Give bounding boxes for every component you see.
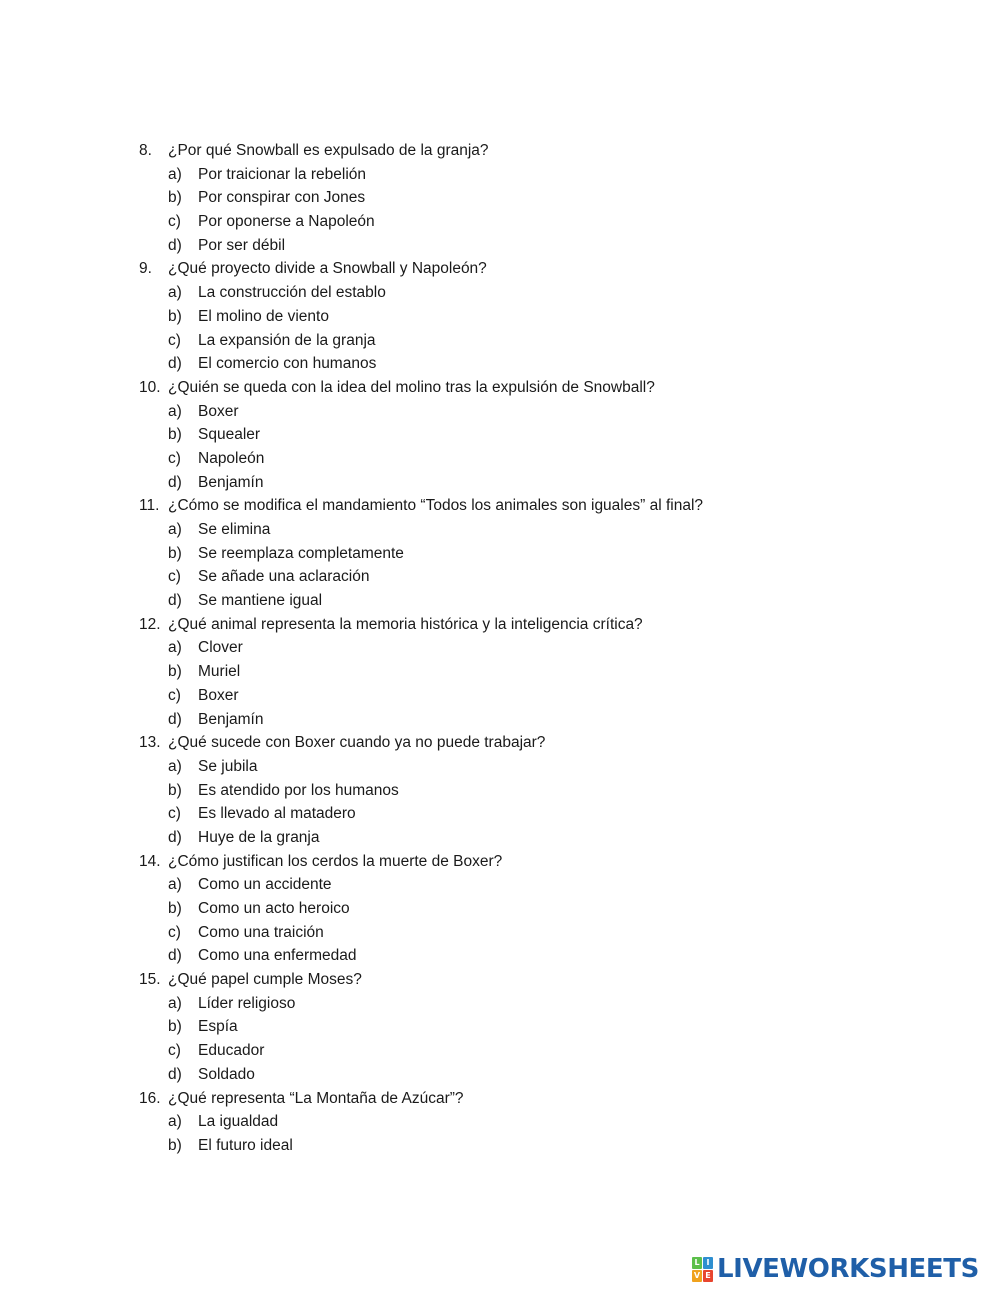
option-text: Se añade una aclaración (198, 568, 370, 586)
answer-option (0, 329, 1000, 353)
question-text: ¿Cómo justifican los cerdos la muerte de Boxer? (168, 852, 503, 870)
answer-option (0, 873, 1000, 897)
option-text: Por conspirar con Jones (198, 189, 366, 207)
option-text: Benjamín (198, 473, 264, 491)
question-text: ¿Cómo se modifica el mandamiento “Todos los animales son iguales” al final? (168, 497, 704, 515)
question-number: 10. (139, 378, 161, 396)
option-letter: b) (168, 1018, 182, 1036)
option-letter: c) (168, 686, 181, 704)
option-text: Se jubila (198, 757, 258, 775)
question-number: 16. (139, 1089, 161, 1107)
option-text: El molino de viento (198, 307, 329, 325)
option-text: Por oponerse a Napoleón (198, 213, 375, 231)
answer-option (0, 447, 1000, 471)
option-letter: d) (168, 473, 182, 491)
question-number: 9. (139, 260, 152, 278)
answer-option (0, 660, 1000, 684)
question-item (0, 139, 1000, 257)
question-line (0, 139, 1000, 163)
answer-option (0, 565, 1000, 589)
question-line (0, 731, 1000, 755)
option-letter: a) (168, 876, 182, 894)
option-text: Como una traición (198, 923, 324, 941)
option-text: Squealer (198, 426, 261, 444)
quiz-questions (0, 139, 1000, 1158)
option-letter: a) (168, 402, 182, 420)
answer-option (0, 589, 1000, 613)
option-letter: d) (168, 236, 182, 254)
option-letter: a) (168, 284, 182, 302)
option-letter: d) (168, 1065, 182, 1083)
option-text: Boxer (198, 686, 239, 704)
option-letter: b) (168, 781, 182, 799)
question-line (0, 376, 1000, 400)
answer-option (0, 471, 1000, 495)
logo-mark-tile: I (703, 1257, 713, 1269)
answer-option (0, 755, 1000, 779)
logo-text: LIVEWORKSHEETS (717, 1254, 979, 1284)
option-text: Como un accidente (198, 876, 332, 894)
option-text: Por traicionar la rebelión (198, 165, 367, 183)
option-text: Como una enfermedad (198, 947, 357, 965)
answer-option (0, 1015, 1000, 1039)
question-item (0, 613, 1000, 731)
answer-option (0, 802, 1000, 826)
answer-option (0, 163, 1000, 187)
option-letter: d) (168, 355, 182, 373)
option-letter: b) (168, 544, 182, 562)
option-letter: b) (168, 900, 182, 917)
logo-mark-tile: V (693, 1270, 701, 1280)
answer-option (0, 400, 1000, 424)
option-letter: d) (168, 710, 182, 728)
option-text: Se reemplaza completamente (198, 544, 404, 562)
option-text: Espía (198, 1018, 238, 1036)
answer-option (0, 1110, 1000, 1134)
question-text: ¿Qué sucede con Boxer cuando ya no puede trabajar? (168, 734, 546, 752)
option-letter: b) (168, 1136, 182, 1154)
question-line (0, 850, 1000, 874)
question-number: 14. (139, 852, 161, 870)
option-text: Napoleón (198, 449, 265, 467)
question-line (0, 968, 1000, 992)
answer-option (0, 1134, 1000, 1158)
answer-option (0, 684, 1000, 708)
option-letter: a) (168, 1113, 182, 1131)
option-letter: a) (168, 639, 182, 657)
option-letter: d) (168, 828, 182, 846)
answer-option (0, 423, 1000, 447)
question-text: ¿Qué animal representa la memoria histórica y la inteligencia crítica? (168, 615, 643, 633)
option-letter: a) (168, 165, 182, 183)
option-text: Boxer (198, 402, 239, 420)
answer-option (0, 1039, 1000, 1063)
option-letter: a) (168, 521, 182, 538)
answer-option (0, 210, 1000, 234)
question-line (0, 494, 1000, 518)
answer-option (0, 636, 1000, 660)
option-letter: c) (168, 213, 181, 231)
logo-mark-tile: E (703, 1270, 713, 1282)
question-text: ¿Qué papel cumple Moses? (168, 971, 362, 989)
option-letter: a) (168, 994, 182, 1012)
answer-option (0, 518, 1000, 542)
question-text: ¿Quién se queda con la idea del molino tras la expulsión de Snowball? (168, 378, 655, 396)
option-text: El comercio con humanos (198, 355, 377, 373)
question-text: ¿Qué representa “La Montaña de Azúcar”? (168, 1089, 464, 1107)
option-text: Clover (198, 639, 243, 657)
option-letter: a) (168, 757, 182, 775)
option-text: Benjamín (198, 710, 264, 728)
question-item (0, 1087, 1000, 1158)
option-text: La igualdad (198, 1113, 279, 1131)
answer-option (0, 944, 1000, 968)
question-number: 8. (139, 142, 152, 159)
option-text: Como un acto heroico (198, 900, 350, 917)
option-text: Por ser débil (198, 236, 286, 254)
liveworksheets-logo (692, 1256, 979, 1282)
question-line (0, 1087, 1000, 1111)
question-number: 12. (139, 615, 161, 633)
answer-option (0, 234, 1000, 258)
answer-option (0, 779, 1000, 803)
option-letter: c) (168, 923, 181, 941)
question-text: ¿Qué proyecto divide a Snowball y Napoleón? (168, 260, 487, 278)
option-text: La construcción del establo (198, 284, 386, 302)
option-letter: b) (168, 426, 182, 444)
question-item (0, 376, 1000, 494)
question-text: ¿Por qué Snowball es expulsado de la granja? (168, 142, 489, 159)
option-text: Es llevado al matadero (198, 805, 356, 823)
option-letter: c) (168, 805, 181, 823)
option-letter: d) (168, 947, 182, 965)
question-item (0, 731, 1000, 849)
question-number: 15. (139, 971, 161, 989)
logo-mark-tile: L (692, 1257, 702, 1269)
option-letter: c) (168, 1042, 181, 1060)
answer-option (0, 1063, 1000, 1087)
option-text: La expansión de la granja (198, 331, 376, 349)
answer-option (0, 921, 1000, 945)
answer-option (0, 826, 1000, 850)
option-letter: b) (168, 663, 182, 681)
question-item (0, 850, 1000, 968)
answer-option (0, 897, 1000, 921)
option-letter: d) (168, 592, 182, 610)
question-item (0, 968, 1000, 1086)
option-text: Huye de la granja (198, 828, 320, 846)
answer-option (0, 992, 1000, 1016)
option-text: Es atendido por los humanos (198, 781, 399, 799)
option-letter: b) (168, 307, 182, 325)
option-letter: c) (168, 449, 181, 467)
question-number: 13. (139, 734, 161, 752)
option-text: Líder religioso (198, 994, 296, 1012)
answer-option (0, 708, 1000, 732)
answer-option (0, 542, 1000, 566)
question-line (0, 257, 1000, 281)
answer-option (0, 281, 1000, 305)
question-item (0, 257, 1000, 375)
option-text: El futuro ideal (198, 1136, 293, 1154)
answer-option (0, 305, 1000, 329)
option-letter: c) (168, 331, 181, 349)
option-text: Se elimina (198, 521, 271, 538)
logo-mark-icon (692, 1257, 713, 1282)
option-text: Muriel (198, 663, 241, 681)
option-text: Soldado (198, 1065, 255, 1083)
answer-option (0, 186, 1000, 210)
option-letter: c) (168, 568, 181, 586)
question-line (0, 613, 1000, 637)
option-text: Se mantiene igual (198, 592, 323, 610)
question-number: 11. (139, 497, 160, 515)
question-item (0, 494, 1000, 612)
option-letter: b) (168, 189, 182, 207)
option-text: Educador (198, 1042, 265, 1060)
answer-option (0, 352, 1000, 376)
